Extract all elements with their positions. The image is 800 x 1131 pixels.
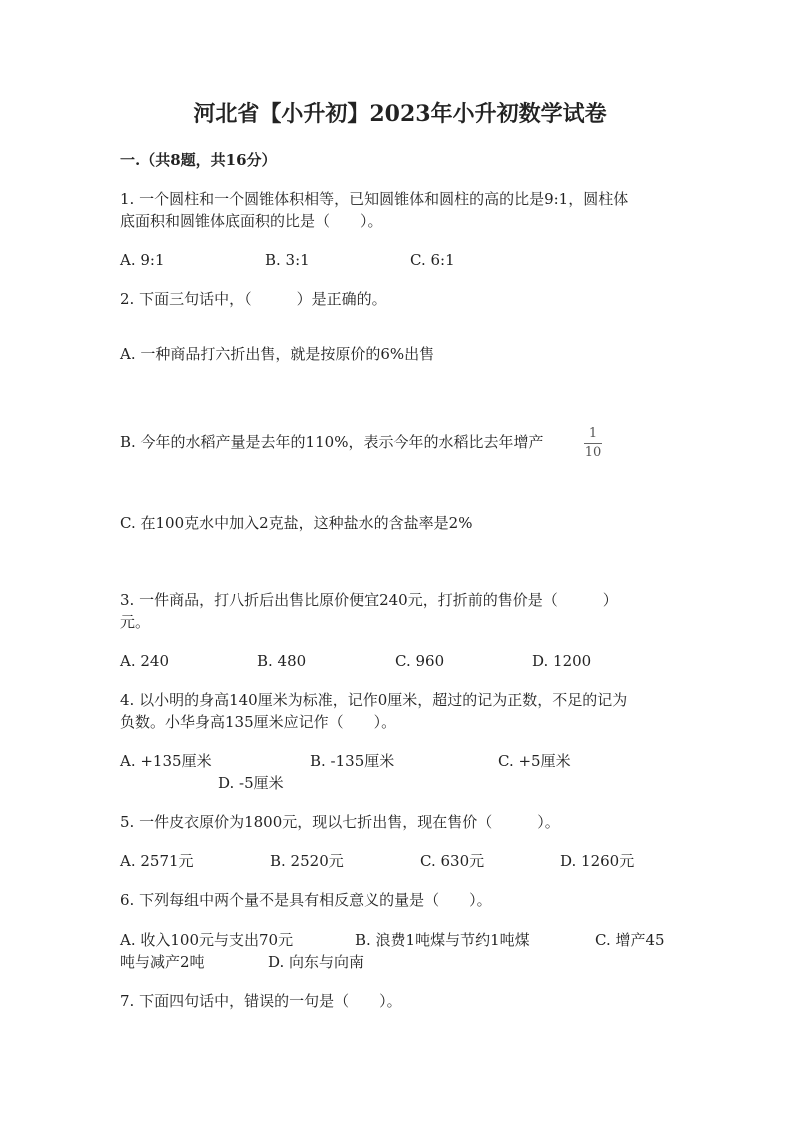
q3-option-d: D. 1200 — [532, 652, 592, 670]
exam-title: 河北省【小升初】2023年小升初数学试卷 — [193, 101, 607, 127]
q6-option-d: D. 向东与向南 — [268, 953, 365, 971]
q4-option-c: C. +5厘米 — [498, 752, 571, 770]
q1-option-c: C. 6:1 — [410, 251, 455, 269]
q1-option-b: B. 3:1 — [265, 251, 310, 269]
section-heading: 一.（共8题，共16分） — [120, 151, 277, 169]
q2-stem: 2. 下面三句话中，（ ）是正确的。 — [120, 290, 387, 308]
q5-stem: 5. 一件皮衣原价为1800元，现以七折出售，现在售价（ ）。 — [120, 813, 560, 831]
q3-option-b: B. 480 — [257, 652, 307, 670]
q4-stem-line1: 4. 以小明的身高140厘米为标准，记作0厘米，超过的记为正数，不足的记为 — [120, 691, 628, 709]
q1-stem-line1: 1. 一个圆柱和一个圆锥体积相等，已知圆锥体和圆柱的高的比是9:1，圆柱体 — [120, 190, 629, 208]
q6-option-c-part1: C. 增产45 — [595, 931, 665, 949]
q4-stem-line2: 负数。小华身高135厘米应记作（ ）。 — [120, 713, 397, 731]
q6-option-b: B. 浪费1吨煤与节约1吨煤 — [355, 931, 530, 949]
q4-option-a: A. +135厘米 — [120, 752, 212, 770]
q5-option-a: A. 2571元 — [120, 852, 194, 870]
q5-option-c: C. 630元 — [420, 852, 485, 870]
q4-option-b: B. -135厘米 — [310, 752, 395, 770]
q5-option-b: B. 2520元 — [270, 852, 344, 870]
fraction-denominator: 10 — [584, 445, 602, 460]
q3-option-a: A. 240 — [120, 652, 169, 670]
q1-option-a: A. 9:1 — [120, 251, 165, 269]
q5-option-d: D. 1260元 — [560, 852, 635, 870]
q6-stem: 6. 下列每组中两个量不是具有相反意义的量是（ ）。 — [120, 891, 492, 909]
q2-option-b: B. 今年的水稻产量是去年的110%，表示今年的水稻比去年增产 — [120, 433, 544, 451]
q3-option-c: C. 960 — [395, 652, 445, 670]
q2-option-a: A. 一种商品打六折出售，就是按原价的6%出售 — [120, 345, 435, 363]
q2-option-c: C. 在100克水中加入2克盐，这种盐水的含盐率是2% — [120, 514, 473, 532]
fraction-numerator: 1 — [588, 426, 598, 441]
fraction-bar — [584, 443, 602, 444]
fraction-one-tenth — [580, 427, 606, 460]
q3-stem-line2: 元。 — [120, 613, 151, 631]
q6-option-a: A. 收入100元与支出70元 — [120, 931, 294, 949]
q7-stem: 7. 下面四句话中，错误的一句是（ ）。 — [120, 992, 402, 1010]
q1-stem-line2: 底面积和圆锥体底面积的比是（ ）。 — [120, 212, 383, 230]
q6-option-c-part2: 吨与减产2吨 — [120, 953, 205, 971]
q4-option-d: D. -5厘米 — [218, 774, 284, 792]
q3-stem-line1: 3. 一件商品，打八折后出售比原价便宜240元，打折前的售价是（ ） — [120, 591, 618, 609]
